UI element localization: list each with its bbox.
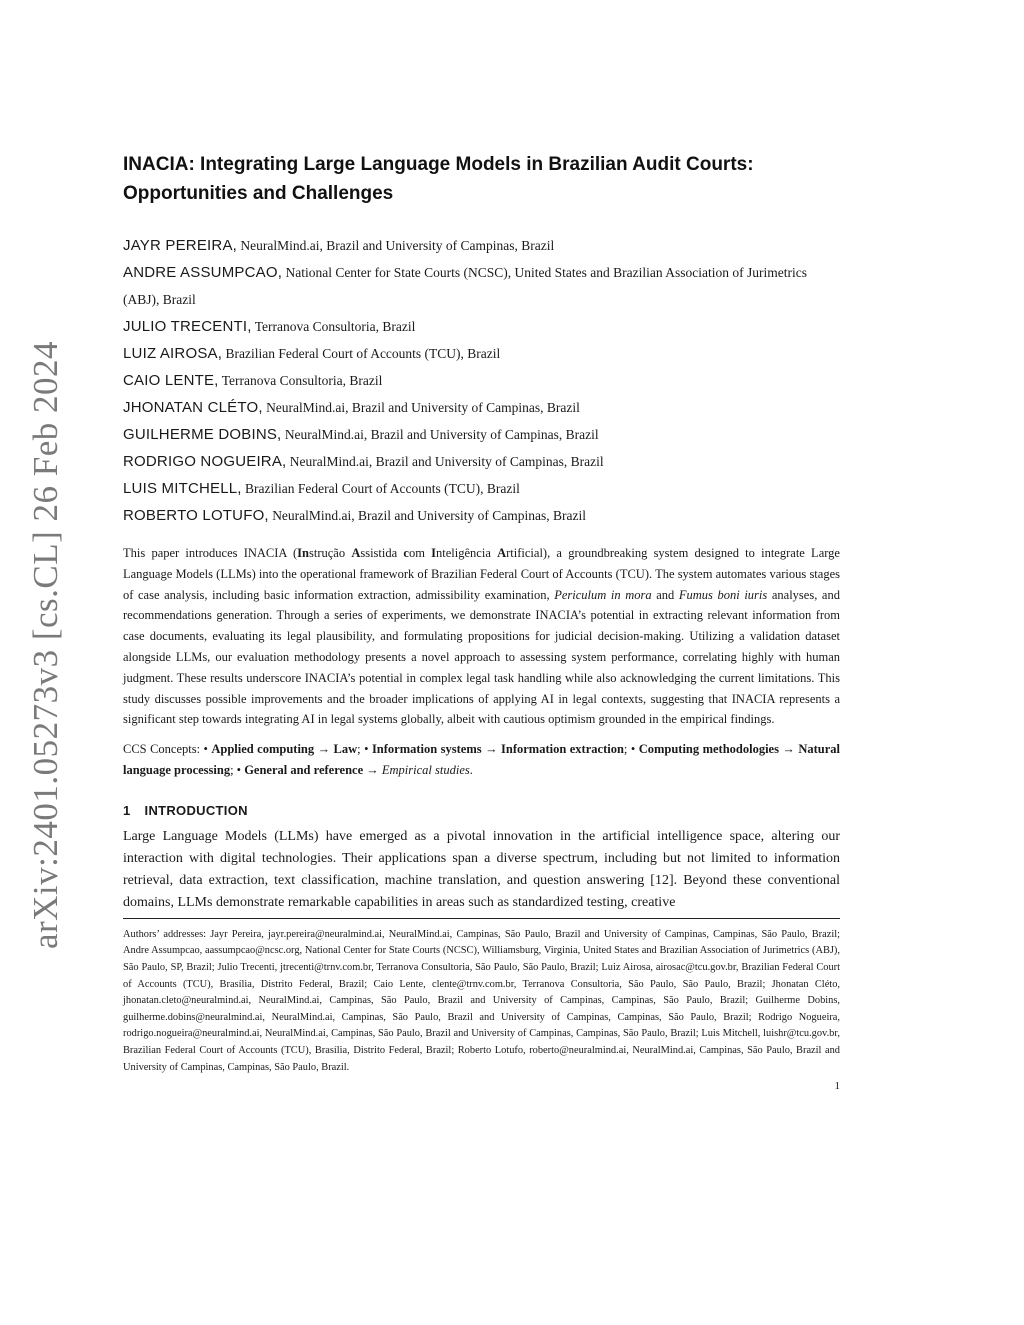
author-affiliation: National Center for State Courts (NCSC), United States and Brazilian Association of Jurimetrics (ABJ), Brazil (123, 265, 807, 307)
author-name: ANDRE ASSUMPCAO, (123, 264, 283, 281)
author-name: JAYR PEREIRA, (123, 237, 238, 254)
author-entry (123, 340, 840, 367)
introduction-paragraph: Large Language Models (LLMs) have emerged as a pivotal innovation in the artificial intelligence space, altering our interaction with digital technologies. Their applications span a diverse spectrum, including but not limited to information retrieval, data extraction, text classification, machine translation, and question answering [12]. Beyond these conventional domains, LLMs demonstrate remarkable capabilities in areas such as standardized testing, creative (123, 828, 840, 911)
author-affiliation: NeuralMind.ai, Brazil and University of Campinas, Brazil (284, 427, 599, 442)
author-affiliation: NeuralMind.ai, Brazil and University of Campinas, Brazil (240, 238, 555, 253)
author-affiliation: Brazilian Federal Court of Accounts (TCU), Brazil (245, 481, 520, 496)
author-name: GUILHERME DOBINS, (123, 426, 282, 443)
author-name: LUIZ AIROSA, (123, 345, 223, 362)
abstract: This paper introduces INACIA (Instrução Assistida com Inteligência Artificial), a groundbreaking system designed to integrate Large Language Models (LLMs) into the operational framework of Brazilian Federal Court of Accounts (TCU). The system automates various stages of case analysis, including basic information extraction, admissibility examination, Periculum in mora and Fumus boni iuris analyses, and recommendations generation. Through a series of experiments, we demonstrate INACIA’s potential in extracting relevant information from case documents, evaluating its legal plausibility, and formulating propositions for judicial decision-making. Utilizing a validation dataset alongside LLMs, our evaluation methodology presents a novel approach to assessing system performance, correlating highly with human judgment. These results underscore INACIA’s potential in complex legal task handling while also acknowledging the current limitations. This study discusses possible improvements and the broader implications of applying AI in legal contexts, suggesting that INACIA represents a significant step towards integrating AI in legal systems globally, albeit with cautious optimism grounded in the empirical findings. (123, 546, 840, 727)
section-title: INTRODUCTION (144, 802, 248, 818)
author-affiliation: NeuralMind.ai, Brazil and University of Campinas, Brazil (272, 508, 586, 523)
author-name: RODRIGO NOGUEIRA, (123, 453, 287, 470)
author-name: JHONATAN CLÉTO, (123, 399, 263, 416)
author-entry (123, 313, 840, 340)
author-entry (123, 475, 840, 502)
author-name: CAIO LENTE, (123, 372, 219, 389)
author-entry (123, 421, 840, 448)
author-name: JULIO TRECENTI, (123, 318, 252, 335)
author-list (123, 232, 840, 529)
author-entry (123, 394, 840, 421)
author-entry (123, 232, 840, 259)
arxiv-identifier: arXiv:2401.05273v3 [cs.CL] 26 Feb 2024 (26, 340, 65, 950)
page-number: 1 (834, 1080, 840, 1093)
author-addresses-footnote: Authors’ addresses: Jayr Pereira, jayr.pereira@neuralmind.ai, NeuralMind.ai, Campinas, São Paulo, Brazil and University of Campinas, Campinas, São Paulo, Brazil; Andre Assumpcao, aassumpcao@ncsc.org, National Center for State Courts (NCSC), Williamsburg, Virginia, United States and Brazilian Association of Jurimetrics (ABJ), São Paulo, SP, Brazil; Julio Trecenti, jtrecenti@trnv.com.br, Terranova Consultoria, São Paulo, São Paulo, Brazil; Luiz Airosa, airosac@tcu.gov.br, Brazilian Federal Court of Accounts (TCU), Brasília, Distrito Federal, Brazil; Caio Lente, clente@trnv.com.br, Terranova Consultoria, São Paulo, São Paulo, Brazil; Jhonatan Cléto, jhonatan.cleto@neuralmind.ai, NeuralMind.ai, Campinas, São Paulo, Brazil and University of Campinas, Campinas, São Paulo, Brazil; Guilherme Dobins, guilherme.dobins@neuralmind.ai, NeuralMind.ai, Campinas, São Paulo, Brazil and University of Campinas, Campinas, São Paulo, Brazil; Rodrigo Nogueira, rodrigo.nogueira@neuralmind.ai, NeuralMind.ai, Campinas, São Paulo, Brazil and University of Campinas, Campinas, São Paulo, Brazil; Luis Mitchell, luishr@tcu.gov.br, Brazilian Federal Court of Accounts (TCU), Brasília, Distrito Federal, Brazil; Roberto Lotufo, roberto@neuralmind.ai, NeuralMind.ai, Campinas, São Paulo, Brazil and University of Campinas, Campinas, São Paulo, Brazil. (123, 928, 840, 1073)
author-entry (123, 259, 840, 313)
footnote-divider (123, 918, 840, 919)
author-affiliation: NeuralMind.ai, Brazil and University of Campinas, Brazil (266, 400, 580, 415)
author-name: ROBERTO LOTUFO, (123, 507, 269, 524)
section-number: 1 (123, 802, 131, 818)
section-heading (123, 803, 840, 818)
paper-page (123, 150, 840, 1092)
author-entry (123, 502, 840, 529)
author-entry (123, 367, 840, 394)
author-affiliation: Brazilian Federal Court of Accounts (TCU), Brazil (225, 346, 501, 361)
author-affiliation: Terranova Consultoria, Brazil (221, 373, 383, 388)
author-affiliation: Terranova Consultoria, Brazil (254, 319, 416, 334)
author-affiliation: NeuralMind.ai, Brazil and University of Campinas, Brazil (289, 454, 604, 469)
author-name: LUIS MITCHELL, (123, 480, 242, 497)
paper-title: INACIA: Integrating Large Language Models in Brazilian Audit Courts: Opportunities and Challenges (123, 154, 754, 204)
ccs-concepts: CCS Concepts: • Applied computing → Law; • Information systems → Information extraction; • Computing methodologies → Natural language processing; • General and reference → Empirical studies. (123, 742, 841, 777)
author-entry (123, 448, 840, 475)
